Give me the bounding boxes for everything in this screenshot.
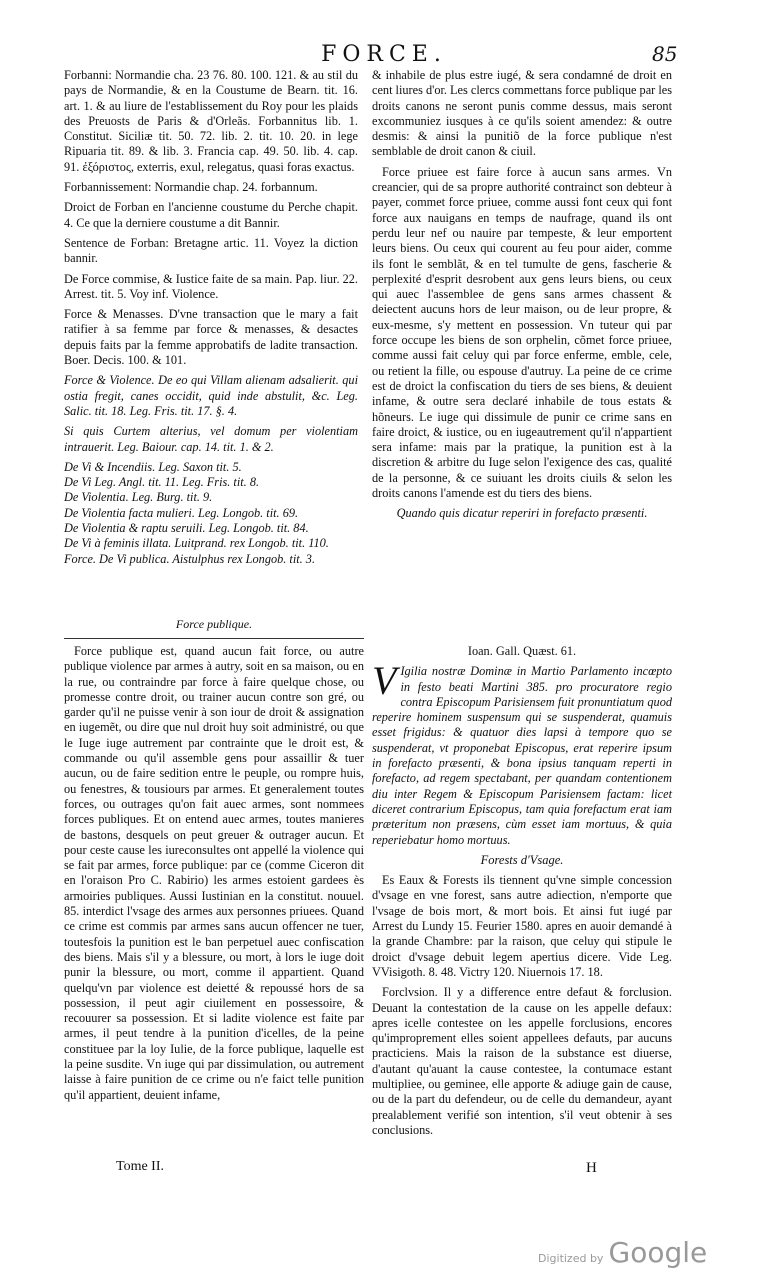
- entry-de-vi-angl: De Vi Leg. Angl. tit. 11. Leg. Fris. tit. 8.: [64, 475, 260, 490]
- force-publique-body: Force publique est, quand aucun fait force, ou autre publique violence par armes à autry, soit en sa maison, ou en la rue, ou contraindre par force à faire quelque chose, ou promesse contre droit, ou trainer aucun contre son gré, ou garder qu'il ne puisse venir à son iour de droit & assignation en iugemẽt, ou dire que nul droit huy soit administré, ou que le Iuge iuge autrement par contrainte que le droit est, & commande ou qu'il assemble gens pour assaillir & tuer aucun, ou de faire sedition entre le peuple, ou rompre huis, ou fenestres, & tousiours par armes. Et generalement toutes forces, ou outrages qu'on fait auec armes, sont nommees forces publiques. Et on entend auec armes, toutes manieres de bastons, desquels on peut greuer & outrager aucun. Et pour ceste cause les iureconsultes ont appellé la violence qui se fait par armes, force publique: par ce (comme Ciceron dit en l'oraison Pro C. Rabirio) les armes estoient gardees ès armoiries publiques. Aussi Iustinian en la constitut. nouuel. 85. interdict l'vsage des armes aux personnes priuees. Quand ce crime est commis par armes sans aucun offencer ne tuer, toutesfois la punition est le ban perpetuel auec confiscation des biens. Mais s'il y a blessure, ou mort, à lors le iuge doit punir la blessure, ou mort, comme il appartient. Quand quelqu'vn par violence est deietté & repoussé hors de sa possession, il peut agir ciuilement en possessoire, & recouurer sa possession. Et si ladite violence est faite par armes, il peut tendre à la punition d'icelles, de la peine constituee par la loy Iulie, de la force publique, laquelle est la peine susdite. Vn iuge qui par dissimulation, ou autrement laisse à faire punition de ce crime ou n'e faict telle punition qu'il appartient, deuient infame,: [64, 644, 364, 1102]
- digitized-watermark: [538, 1236, 707, 1269]
- ioan-gall-reference: Ioan. Gall. Quæst. 61.: [467, 644, 577, 658]
- footer-signature: H: [586, 1160, 597, 1176]
- entry-si-quis: Si quis Curtem alterius, vel domum per violentiam intrauerit. Leg. Baiour. cap. 14. tit. 1. & 2.: [64, 424, 358, 454]
- entry-de-vi-feminis: De Vi à feminis illata. Luitprand. rex Longob. tit. 110.: [64, 536, 329, 551]
- entry-force-commise: De Force commise, & Iustice faite de sa main. Pap. liur. 22. Arrest. tit. 5. Voy inf. Violence.: [64, 271, 358, 301]
- entry-force-violence: Force & Violence. De eo qui Villam alienam adsalierit. qui ostia fregit, canes occidit, quid inde abstulit, &c. Leg. Salic. tit. 18. Leg. Fris. tit. 17. §. 4.: [64, 373, 358, 418]
- entry-forbannissement: Forbannissement: Normandie chap. 24. forbannum.: [64, 180, 318, 195]
- footer-tome: Tome II.: [116, 1159, 165, 1174]
- forclusion-paragraph: Forclvsion. Il y a difference entre defaut & forclusion. Deuant la contestation de la cause on les appelle defaux: apres icelle contestee on les appelle forclusions, encores qu'improprement elles soient appellees defauts, par aucuns practiciens. Mais la raison de la substance est diuerse, d'autant qu'auant la cause contestee, la contumace estant multipliee, ou geminee, elle apporte & adiuge gain de cause, ou de la part du defendeur, ou de celle du demandeur, ayant prealablement verifié son intention, s'il veut obtenir à ses conclusions.: [372, 985, 672, 1137]
- entry-force-menasses: Force & Menasses. D'vne transaction que le mary a fait ratifier à sa femme par force & menasses, & desactes depuis faits par la femme approbatifs de ladite transaction. Boer. Decis. 100. & 101.: [64, 307, 358, 368]
- entry-sentence-forban: Sentence de Forban: Bretagne artic. 11. Voyez la diction bannir.: [64, 235, 358, 266]
- entry-droict-forban: Droict de Forban en l'ancienne coustume du Perche chapit. 4. Ce que la derniere coustume a dit Bannir.: [64, 200, 358, 230]
- quando-heading: Quando quis dicatur reperiri in forefacto præsenti.: [396, 506, 648, 521]
- vigilia-paragraph: [372, 658, 672, 848]
- entry-de-vi-incendiis: De Vi & Incendiis. Leg. Saxon tit. 5.: [64, 459, 242, 474]
- divider-left: [64, 638, 364, 639]
- left-column-entries: [64, 68, 358, 572]
- vigilia-text: Igilia nostræ Dominæ in Martio Parlamento incœpto in festo beati Martini 385. pro procuratore regio contra Episcopum Parisiensem fuit pronuntiatum quod reperire hominem suspensum qui se suspenderat, quamuis esset frigidus: & quatuor dies lapsi à tempore quo se suspenderat, vt proponebat Episcopus, erat reperire ipsum in forefacto præsenti, & bona ipsius tanquam reperti in forefacto, ad regem spectabant, per quandam contentionem diu inter Regem & Episcopum Parisiensem factam: licet diceret contrarium Episcopus, tam quia forefactum erat iam præteritum non præsens, cùm esset iam mortuus, & quia reperiebatur homo mortuus.: [372, 664, 672, 847]
- forests-paragraph: Es Eaux & Forests ils tiennent qu'vne simple concession d'vsage en vne forest, sans autre adiection, n'emporte que l'vsage de bois mort, & mort bois. Et ainsi fut iugé par Arrest du Lundy 15. Feurier 1580. apres en auoir demandé à la grande Chambre: par la raison, que celuy qui stipule le droict d'vsage debuit legem apertius dicere. Vide Leg. VVisigoth. 8. 48. Victry 120. Niuernois 17. 18.: [372, 873, 672, 979]
- entry-de-violentia-mulieri: De Violentia facta mulieri. Leg. Longob. tit. 69.: [64, 505, 299, 520]
- entry-forbanni: Forbanni: Normandie cha. 23 76. 80. 100. 121. & au stil du pays de Normandie, & en la Coustume de Bearn. tit. 16. art. 1. & au liure de l'establissement du Roy pour les plaids des Preuosts de Paris & d'Orleãs. Forbannitus lib. 1. Constitut. Siciliæ tit. 50. 72. lib. 2. tit. 10. 20. in lege Ripuaria tit. 89. & lib. 3. Francia cap. 49. 50. lib. 4. cap. 91. ἐξόριστος, exterris, exul, relegatus, quasi foras exactus.: [64, 68, 358, 174]
- entry-de-violentia-burg: De Violentia. Leg. Burg. tit. 9.: [64, 490, 213, 505]
- entry-de-vi-publica: Force. De Vi publica. Aistulphus rex Longob. tit. 3.: [64, 551, 316, 566]
- forests-heading: Forests d'Vsage.: [480, 852, 564, 867]
- page-number: 85: [652, 42, 678, 66]
- left-column-body: [64, 644, 364, 1108]
- right-top-paragraph: & inhabile de plus estre iugé, & sera condamné de droit en cent liures d'or. Les clercs commettans force publique par les droits canons ne seront punis comme dessus, mais seront excommuniez iusques à ce qu'ils soient amendez: & outre desmis: & ainsi la punitiõ de la force publique n'est semblable de droit canon & ciuil.: [372, 68, 672, 159]
- dropcap-v: V: [372, 658, 397, 704]
- entry-de-violentia-raptu: De Violentia & raptu seruili. Leg. Longob. tit. 84.: [64, 521, 309, 536]
- right-column: [372, 68, 672, 527]
- force-priuee-paragraph: Force priuee est faire force à aucun sans armes. Vn creancier, qui de sa propre authorité contrainct son debteur à payer, commet force priuee, comme aussi font ceux qui font force aux nauigans en temps de naufrage, quand ils ont perdu leur nef ou nauire par tempeste, & leur emportent leurs biens. Ou ceux qui courent au feu pour aider, comme ils font le semblãt, & en tel tumulte de gens, fascherie & perplexité d'esprit desrobent aux gens leurs biens, ou ceux qui auec l'assemblee de gens sans armes chassent & deiectent aucuns hors de leur maison, ou de leur propre, & eux-mesme, s'y mettent en possession. Vn tuteur qui par force occupe les biens de son orphelin, cõmet force priuee, comme aussi fait celuy qui par force enferme, emble, cele, ou retient la fille, ou espouse d'autruy. La peine de ce crime est de droict la confiscation du tiers de ses biens, & deuient infame, & outre sera declaré inhabile de tous estats & hõneurs. Le iuge qui dissimule de punir ce crime sans en faire droict, & iustice, ou en iugeautrement qu'il n'appartient sera infame: mais par la pratique, la punition est à la discretion & arbitre du Iuge selon l'exigence des cas, qualité de la personne, & ce suiuant les droits ciuils & selon les droits canons l'amende est du tiers des biens.: [372, 164, 672, 501]
- google-logo: Google: [608, 1236, 708, 1269]
- running-title: FORCE.: [321, 42, 447, 67]
- right-column-lower: [372, 644, 672, 1143]
- section-title-force-publique: Force publique.: [175, 617, 253, 631]
- digitized-label: Digitized by: [538, 1252, 604, 1265]
